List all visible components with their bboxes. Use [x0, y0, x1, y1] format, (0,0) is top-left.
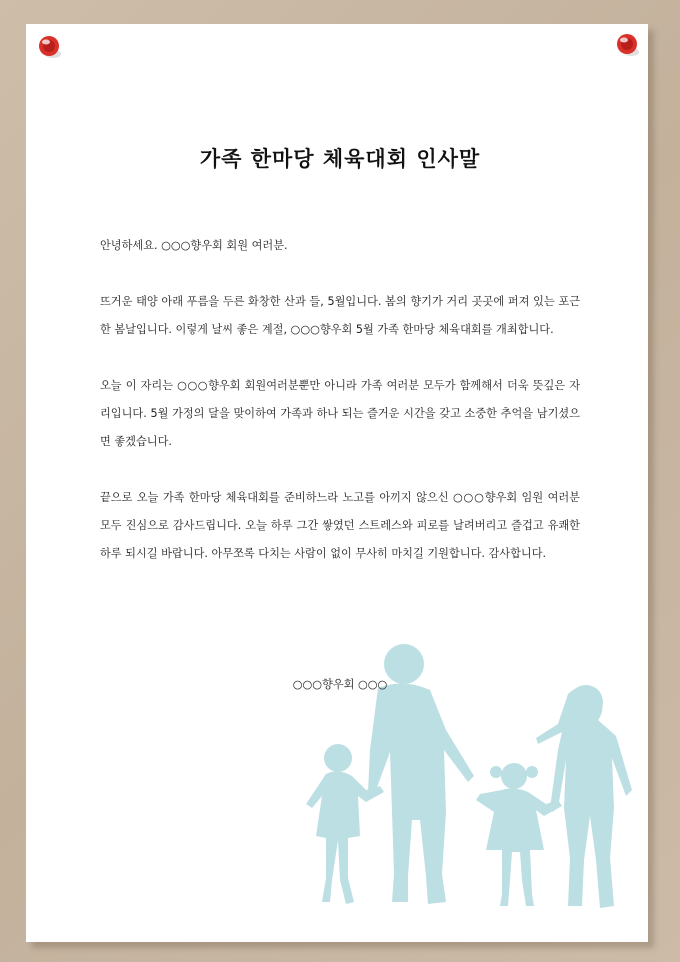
paragraph-closing: 끝으로 오늘 가족 한마당 체육대회를 준비하느라 노고를 아끼지 않으신 ○○○향우회 임원 여러분 모두 진심으로 감사드립니다. 오늘 하루 그간 쌓였던 스트레스와 피로를 날려버리고 즐겁고 유쾌한 하루 되시길 바랍니다. 아무쪼록 다치는 사람이 없이 무사히 마치길 기원합니다. 감사합니다.: [100, 491, 580, 560]
document-title: 가족 한마당 체육대회 인사말: [199, 147, 481, 171]
pushpin-icon: [36, 34, 62, 60]
pushpin-icon: [614, 32, 640, 58]
paragraph-intro: 뜨거운 태양 아래 푸름을 두른 화창한 산과 들, 5월입니다. 봄의 향기가 거리 곳곳에 퍼져 있는 포근한 봄날입니다. 이렇게 날씨 좋은 계절, ○○○향우회 5월 가족 한마당 체육대회를 개최합니다.: [100, 295, 580, 336]
paragraph-purpose: 오늘 이 자리는 ○○○향우회 회원여러분뿐만 아니라 가족 여러분 모두가 함께해서 더욱 뜻깊은 자리입니다. 5월 가정의 달을 맞이하여 가족과 하나 되는 즐거운 시간을 갖고 소중한 추억을 남기셨으면 좋겠습니다.: [100, 379, 580, 448]
letter-body: [100, 232, 580, 596]
paragraph-greeting: 안녕하세요. ○○○향우회 회원 여러분.: [100, 239, 288, 252]
signature: ○○○향우회 ○○○: [292, 678, 388, 691]
